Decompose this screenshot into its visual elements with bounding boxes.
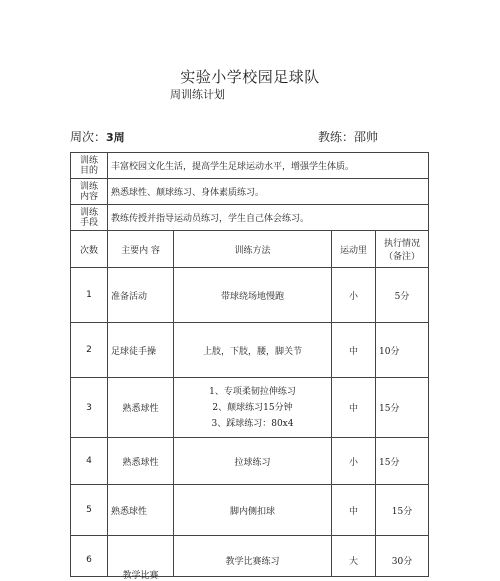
row-content: 足球徒手操 <box>108 323 174 378</box>
method-line: 2、颠球练习15分钟 <box>212 402 293 413</box>
row-load: 小 <box>332 268 376 323</box>
row-content: 熟悉球性 <box>108 485 174 536</box>
row-num: 2 <box>71 323 108 378</box>
row-content: 熟悉球性 <box>108 438 174 485</box>
table-row <box>71 485 429 536</box>
col-header-num: 次数 <box>71 231 108 268</box>
purpose-label <box>71 153 108 179</box>
content-label <box>71 179 108 205</box>
row-content-text: 教学比赛 <box>122 570 159 581</box>
col-header-status <box>376 231 429 268</box>
content-label-line1: 训练 <box>79 181 98 192</box>
col-header-status-line2: （备注） <box>384 252 421 262</box>
purpose-row <box>71 153 429 179</box>
method-line: 1、专项柔韧拉伸练习 <box>209 386 296 397</box>
table-row <box>71 438 429 485</box>
row-load: 中 <box>332 323 376 378</box>
row-num-text: 6 <box>86 555 92 565</box>
content-row <box>71 179 429 205</box>
table-row <box>71 323 429 378</box>
row-method: 带球绕场地慢跑 <box>174 268 332 323</box>
table-row <box>71 268 429 323</box>
content-label-line2: 内容 <box>79 191 98 202</box>
col-header-status-line1: 执行情况 <box>384 239 421 249</box>
training-plan-table <box>70 152 429 581</box>
row-method <box>174 378 332 438</box>
row-num <box>71 536 108 577</box>
row-method-text: 教学比赛练习 <box>225 556 280 567</box>
row-time: 10分 <box>376 323 429 378</box>
row-num: 4 <box>71 438 108 485</box>
document-subtitle: 周训练计划 <box>170 88 225 101</box>
means-label-line2: 手段 <box>79 217 98 228</box>
week-value: 3周 <box>106 131 125 144</box>
row-num: 1 <box>71 268 108 323</box>
method-line: 3、踩球练习：80x4 <box>211 418 294 429</box>
purpose-label-line2: 目的 <box>79 165 98 176</box>
row-load <box>332 536 376 577</box>
table-row <box>71 378 429 438</box>
row-load: 中 <box>332 378 376 438</box>
row-method: 上肢，下肢，腰，脚关节 <box>174 323 332 378</box>
means-label-line1: 训练 <box>79 207 98 218</box>
row-num: 5 <box>71 485 108 536</box>
row-load-text: 大 <box>348 556 358 567</box>
row-method <box>174 536 332 577</box>
row-num: 3 <box>71 378 108 438</box>
row-load: 小 <box>332 438 376 485</box>
purpose-text: 丰富校园文化生活，提高学生足球运动水平，增强学生体质。 <box>108 153 429 179</box>
row-method: 拉球练习 <box>174 438 332 485</box>
week-field <box>70 128 125 145</box>
content-text: 熟悉球性、颠球练习、身体素质练习。 <box>108 179 429 205</box>
purpose-label-line1: 训练 <box>79 155 98 166</box>
row-content: 准备活动 <box>108 268 174 323</box>
col-header-method: 训练方法 <box>174 231 332 268</box>
coach-field: 教练：邵帅 <box>318 130 379 144</box>
column-header-row <box>71 231 429 268</box>
col-header-content: 主要内 容 <box>108 231 174 268</box>
col-header-load: 运动里 <box>332 231 376 268</box>
means-row <box>71 205 429 231</box>
table-row <box>71 536 429 577</box>
means-label <box>71 205 108 231</box>
row-content <box>108 536 174 581</box>
row-time <box>376 536 429 577</box>
row-load: 中 <box>332 485 376 536</box>
week-label: 周次： <box>70 130 107 144</box>
row-time-text: 30分 <box>391 556 413 567</box>
row-time: 15分 <box>376 438 429 485</box>
row-content: 熟悉球性 <box>108 378 174 438</box>
document-title: 实验小学校园足球队 <box>180 68 320 86</box>
row-time: 5分 <box>376 268 429 323</box>
row-method: 脚内侧扣球 <box>174 485 332 536</box>
row-time: 15分 <box>376 485 429 536</box>
means-text: 教练传授并指导运动员练习，学生自己体会练习。 <box>108 205 429 231</box>
row-time: 15分 <box>376 378 429 438</box>
